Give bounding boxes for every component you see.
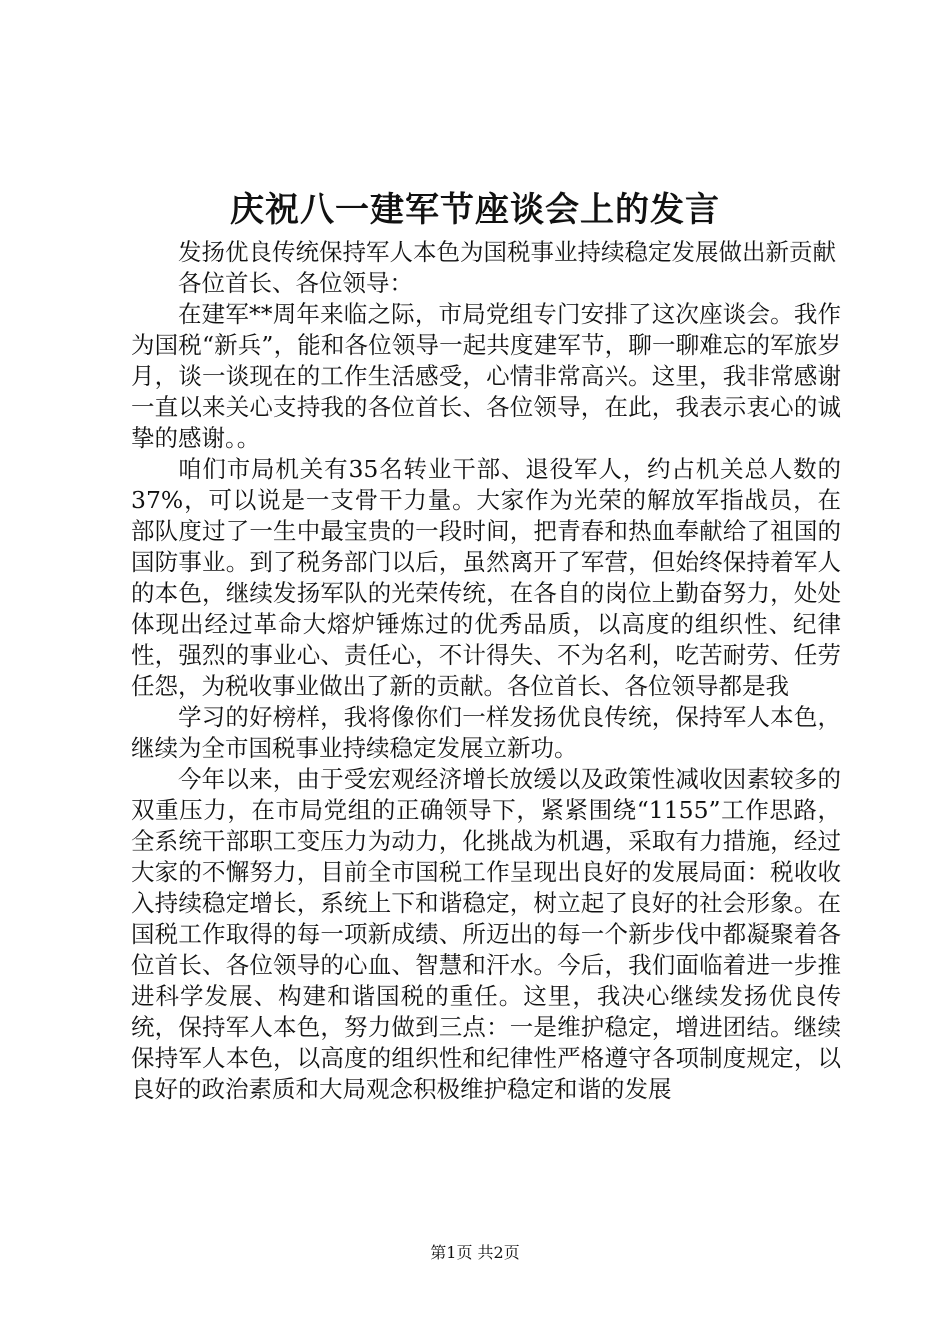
paragraph-veterans: 咱们市局机关有35名转业干部、退役军人，约占机关总人数的37%，可以说是一支骨干力量。大家作为光荣的解放军指战员，在部队度过了一生中最宝贵的一段时间，把青春和热血奉献给了祖国的国防事业。到了税务部门以后，虽然离开了军营，但始终保持着军人的本色，继续发扬军队的光荣传统，在各自的岗位上勤奋努力，处处体现出经过革命大熔炉锤炼过的优秀品质，以高度的组织性、纪律性，强烈的事业心、责任心，不计得失、不为名利，吃苦耐劳、任劳任怨，为税收事业做出了新的贡献。各位首长、各位领导都是我	[131, 455, 841, 700]
paragraph-role-models: 学习的好榜样，我将像你们一样发扬优良传统，保持军人本色，继续为全市国税事业持续稳定发展立新功。	[131, 703, 841, 762]
paragraph-salutation: 各位首长、各位领导：	[178, 269, 413, 297]
document-body	[131, 237, 841, 1105]
page-number-footer: 第1页 共2页	[430, 1243, 520, 1262]
paragraph-this-year: 今年以来，由于受宏观经济增长放缓以及政策性减收因素较多的双重压力，在市局党组的正确领导下，紧紧围绕“1155”工作思路，全系统干部职工变压力为动力，化挑战为机遇，采取有力措施，经过大家的不懈努力，目前全市国税工作呈现出良好的发展局面：税收收入持续稳定增长，系统上下和谐稳定，树立起了良好的社会形象。在国税工作取得的每一项新成绩、所迈出的每一个新步伐中都凝聚着各位首长、各位领导的心血、智慧和汗水。今后，我们面临着进一步推进科学发展、构建和谐国税的重任。这里，我决心继续发扬优良传统，保持军人本色，努力做到三点：一是维护稳定，增进团结。继续保持军人本色，以高度的组织性和纪律性严格遵守各项制度规定，以良好的政治素质和大局观念积极维护稳定和谐的发展	[131, 765, 841, 1103]
paragraph-subtitle: 发扬优良传统保持军人本色为国税事业持续稳定发展做出新贡献	[178, 238, 836, 266]
document-title: 庆祝八一建军节座谈会上的发言	[230, 190, 720, 230]
paragraph-opening: 在建军**周年来临之际，市局党组专门安排了这次座谈会。我作为国税“新兵”，能和各位领导一起共度建军节，聊一聊难忘的军旅岁月，谈一谈现在的工作生活感受，心情非常高兴。这里，我非常感谢一直以来关心支持我的各位首长、各位领导，在此，我表示衷心的诚挚的感谢。。	[131, 300, 841, 452]
